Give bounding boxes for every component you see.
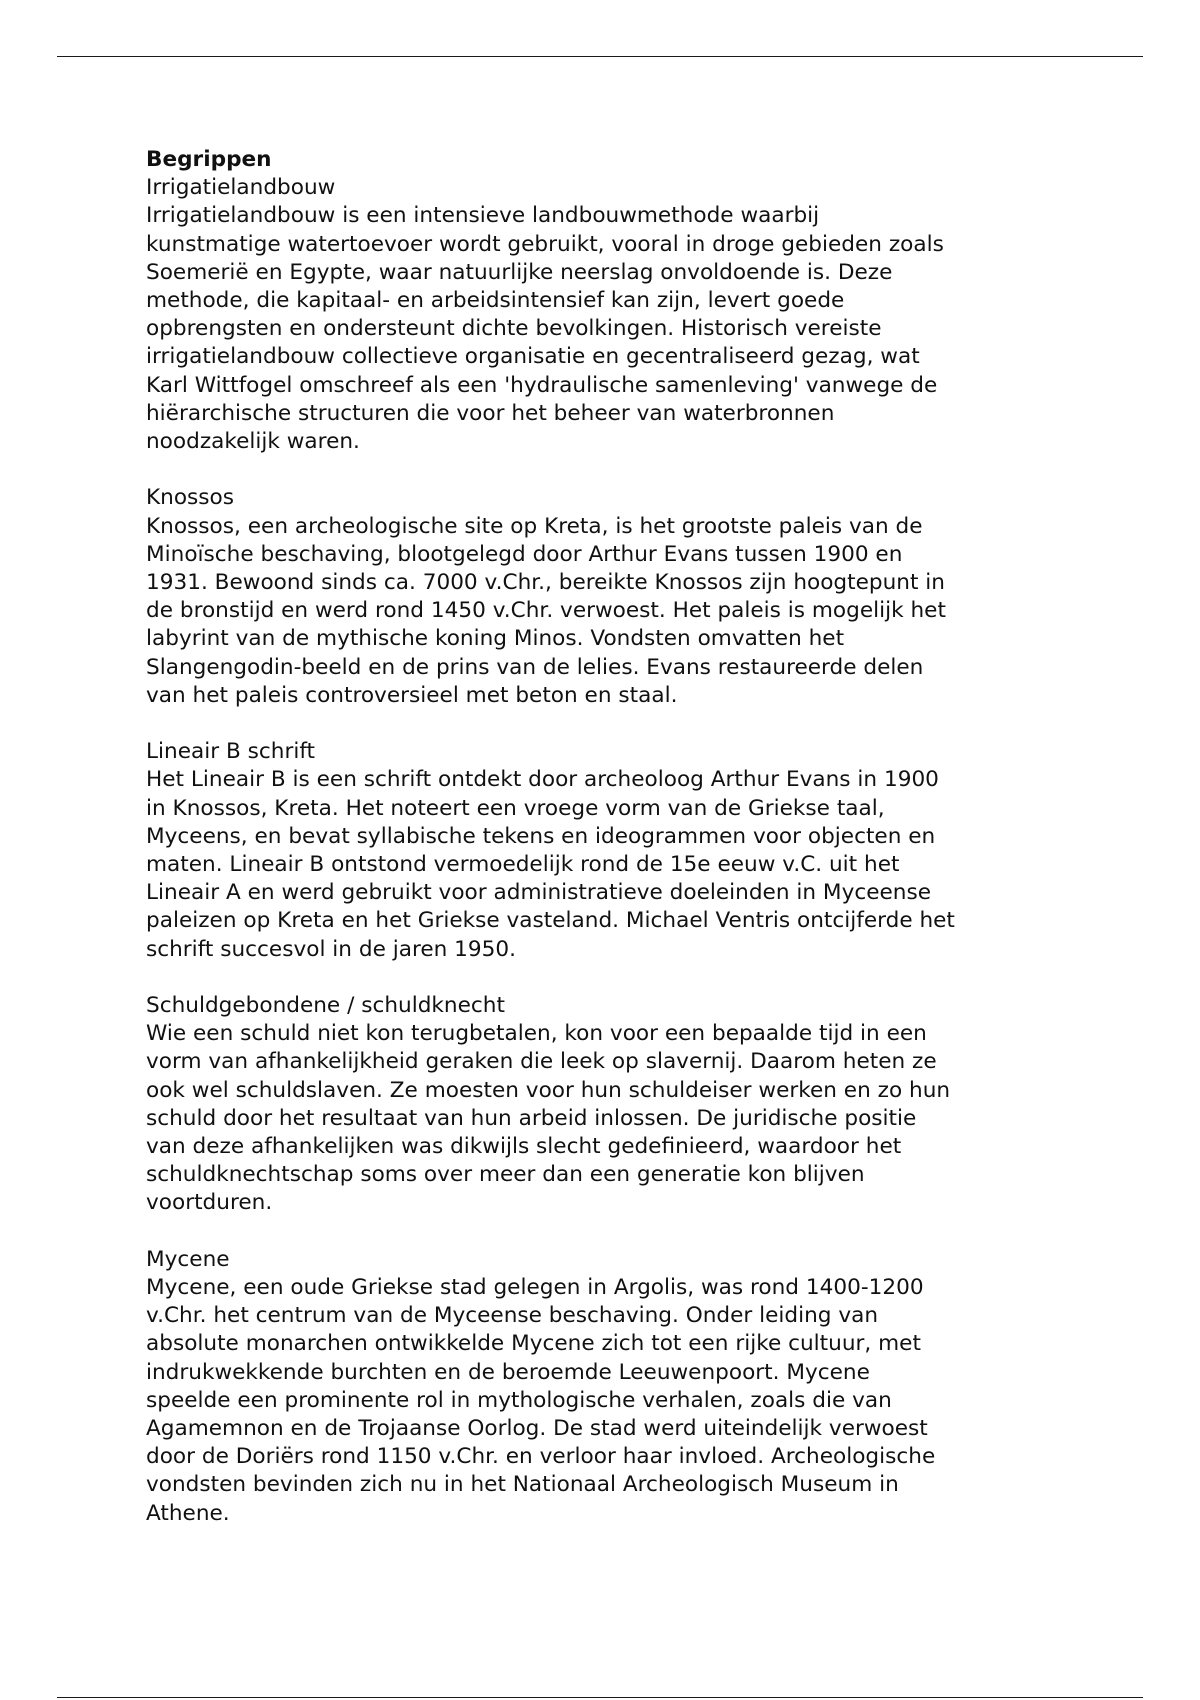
term-definition (146, 1020, 1076, 1217)
definition-line: ook wel schuldslaven. Ze moesten voor hun schuldeiser werken en zo hun (146, 1077, 951, 1103)
term-definition (146, 766, 1076, 963)
definition-line: 1931. Bewoond sinds ca. 7000 v.Chr., bereikte Knossos zijn hoogtepunt in (146, 570, 945, 596)
definition-line: irrigatielandbouw collectieve organisatie en gecentraliseerd gezag, wat (146, 344, 920, 370)
definition-line: in Knossos, Kreta. Het noteert een vroege vorm van de Griekse taal, (146, 795, 885, 821)
definition-line: door de Doriërs rond 1150 v.Chr. en verloor haar invloed. Archeologische (146, 1444, 936, 1470)
definition-line: Karl Wittfogel omschreef als een 'hydraulische samenleving' vanwege de (146, 372, 938, 398)
definition-line: de bronstijd en werd rond 1450 v.Chr. verwoest. Het paleis is mogelijk het (146, 598, 946, 624)
definition-line: Het Lineair B is een schrift ontdekt door archeoloog Arthur Evans in 1900 (146, 767, 939, 793)
definition-line: Mycene, een oude Griekse stad gelegen in Argolis, was rond 1400-1200 (146, 1275, 924, 1301)
definition-line: Irrigatielandbouw is een intensieve landbouwmethode waarbij (146, 203, 820, 229)
term-definition (146, 1274, 1076, 1528)
definition-line: methode, die kapitaal- en arbeidsintensief kan zijn, levert goede (146, 288, 845, 314)
definition-line: schuld door het resultaat van hun arbeid inlossen. De juridische positie (146, 1105, 917, 1131)
definition-line: van deze afhankelijken was dikwijls slecht gedefinieerd, waardoor het (146, 1134, 902, 1160)
definition-line: schrift succesvol in de jaren 1950. (146, 936, 517, 962)
term-definition (146, 513, 1076, 710)
term-schuldgebondene (146, 992, 1076, 1218)
definition-line: maten. Lineair B ontstond vermoedelijk rond de 15e eeuw v.C. uit het (146, 852, 900, 878)
footer-rule (57, 1697, 1143, 1698)
definition-line: Agamemnon en de Trojaanse Oorlog. De stad werd uiteindelijk verwoest (146, 1416, 928, 1442)
definition-line: paleizen op Kreta en het Griekse vasteland. Michael Ventris ontcijferde het (146, 908, 955, 934)
page-title: Begrippen (146, 147, 272, 172)
definition-line: vondsten bevinden zich nu in het Nationaal Archeologisch Museum in (146, 1472, 899, 1498)
definition-line: Lineair A en werd gebruikt voor administratieve doeleinden in Myceense (146, 880, 932, 906)
definition-line: vorm van afhankelijkheid geraken die leek op slavernij. Daarom heten ze (146, 1049, 937, 1075)
section-spacer (146, 964, 1076, 992)
section-spacer (146, 456, 1076, 484)
definition-line: van het paleis controversieel met beton en staal. (146, 682, 678, 708)
term-definition (146, 202, 1076, 456)
term-lineair-b-schrift (146, 738, 1076, 964)
term-knossos (146, 484, 1076, 710)
definition-line: indrukwekkende burchten en de beroemde Leeuwenpoort. Mycene (146, 1359, 870, 1385)
section-spacer (146, 1218, 1076, 1246)
term-irrigatielandbouw (146, 174, 1076, 456)
term-title: Mycene (146, 1246, 230, 1272)
definition-line: hiërarchische structuren die voor het beheer van waterbronnen (146, 400, 835, 426)
section-spacer (146, 710, 1076, 738)
definition-line: Soemerië en Egypte, waar natuurlijke neerslag onvoldoende is. Deze (146, 259, 893, 285)
definition-line: speelde een prominente rol in mythologische verhalen, zoals die van (146, 1387, 892, 1413)
term-title: Lineair B schrift (146, 739, 316, 765)
definition-line: kunstmatige watertoevoer wordt gebruikt, vooral in droge gebieden zoals (146, 231, 944, 257)
definition-line: Myceens, en bevat syllabische tekens en ideogrammen voor objecten en (146, 823, 936, 849)
definition-line: Wie een schuld niet kon terugbetalen, kon voor een bepaalde tijd in een (146, 1021, 927, 1047)
term-title: Schuldgebondene / schuldknecht (146, 993, 505, 1019)
definition-line: Slangengodin-beeld en de prins van de lelies. Evans restaureerde delen (146, 654, 924, 680)
definition-line: Minoïsche beschaving, blootgelegd door Arthur Evans tussen 1900 en (146, 541, 903, 567)
definition-line: absolute monarchen ontwikkelde Mycene zich tot een rijke cultuur, met (146, 1331, 921, 1357)
definition-line: voortduren. (146, 1190, 273, 1216)
definition-line: v.Chr. het centrum van de Myceense beschaving. Onder leiding van (146, 1303, 879, 1329)
term-title: Irrigatielandbouw (146, 175, 336, 201)
definition-line: opbrengsten en ondersteunt dichte bevolkingen. Historisch vereiste (146, 316, 882, 342)
term-mycene (146, 1246, 1076, 1528)
definition-line: Athene. (146, 1500, 230, 1526)
header-rule (57, 56, 1143, 57)
term-title: Knossos (146, 485, 235, 511)
definition-line: noodzakelijk waren. (146, 429, 360, 455)
definition-line: schuldknechtschap soms over meer dan een generatie kon blijven (146, 1162, 865, 1188)
definition-line: Knossos, een archeologische site op Kreta, is het grootste paleis van de (146, 513, 923, 539)
document-body (146, 146, 1076, 1528)
definition-line: labyrint van de mythische koning Minos. Vondsten omvatten het (146, 626, 845, 652)
